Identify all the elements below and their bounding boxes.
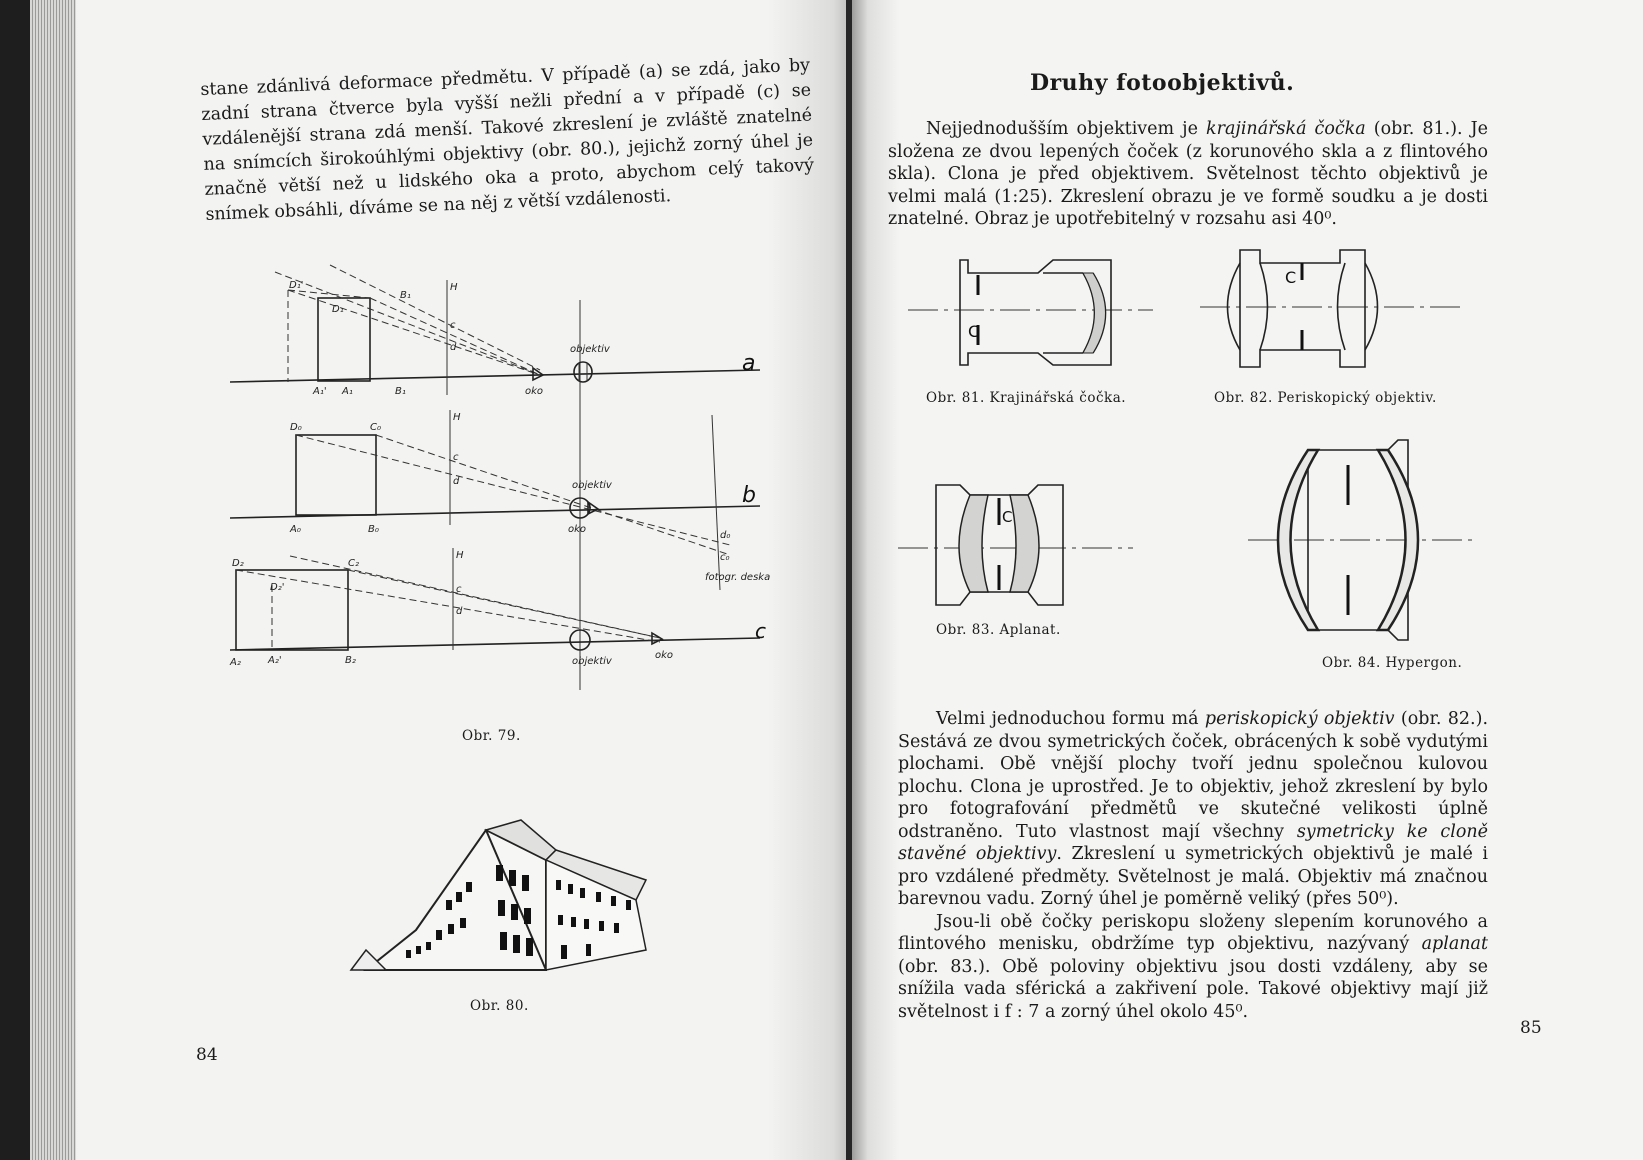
figure-79-caption: Obr. 79. bbox=[462, 728, 521, 744]
figure-81-landscape-lens bbox=[908, 255, 1158, 375]
label-d-b: d bbox=[453, 476, 460, 487]
label-D2p: D₂' bbox=[270, 582, 285, 593]
paragraph-2 bbox=[898, 708, 1488, 1023]
p3-text-b: (obr. 83.). Obě poloviny objektivu jsou dosti vzdáleny, aby se snížila vada sférická a zakřivení pole. Takové objektivy mají již světelnost i f : 7 a zorný úhel okolo 45⁰. bbox=[898, 956, 1488, 1022]
p2-text-c: . Zkreslení u symetrických objektivů je malé i pro vzdálené předměty. Světelnost je malá. Objektiv má značnou barevnou vadu. Zorný úhel je poměrně veliký (přes 50⁰). bbox=[898, 844, 1488, 909]
p3-term-aplanat: aplanat bbox=[1421, 934, 1488, 954]
label-d-c: d bbox=[456, 606, 463, 617]
label-C-82: C bbox=[1285, 268, 1297, 287]
figure-84-caption: Obr. 84. Hypergon. bbox=[1322, 655, 1463, 671]
figure-82-periscopic-lens bbox=[1200, 245, 1460, 370]
label-D0: D₀ bbox=[290, 422, 302, 433]
p2-text-b: (obr. 82.). Sestává ze dvou symetrických čoček, obrácených k sobě vydutými plochami. Obě vnější plochy tvoří jednu společnou kulovou plochu. Clona je uprostřed. Je to objektiv, jehož zkreslení by bylo pro fotografování předmětů ve skutečné velikosti úplně odstraněno. Tuto vlastnost mají všechny bbox=[898, 709, 1489, 842]
label-c0: c₀ bbox=[720, 552, 730, 563]
figure-83-aplanat-lens bbox=[898, 480, 1138, 610]
label-H-b: H bbox=[453, 412, 461, 423]
label-B1b: B₁ bbox=[395, 386, 406, 397]
left-paragraph bbox=[200, 54, 816, 228]
right-page-number: 85 bbox=[1520, 1018, 1542, 1038]
figure-80-caption: Obr. 80. bbox=[470, 998, 529, 1014]
label-objektiv-a: objektiv bbox=[570, 344, 610, 355]
paragraph-1 bbox=[888, 118, 1488, 231]
figure-84-hypergon-lens bbox=[1248, 440, 1488, 645]
figure-83-caption: Obr. 83. Aplanat. bbox=[936, 622, 1061, 638]
left-page bbox=[30, 0, 850, 1160]
right-page bbox=[852, 0, 1643, 1160]
label-objektiv-b: objektiv bbox=[572, 480, 612, 491]
p1-text-b: (obr. 81.). Je složena ze dvou lepených čoček (z korunového skla a z flintového skla). Clona je před objektivem. Světelnost těchto objektivů je velmi malá (1:25). Zkreslení obrazu je ve formě soudku a je dosti znatelné. Obraz je upotřebitelný v rozsahu asi 40⁰. bbox=[888, 119, 1488, 229]
label-case-b: b bbox=[742, 483, 756, 508]
label-objektiv-c: objektiv bbox=[572, 656, 612, 667]
p2-text-a: Velmi jednoduchou formu má bbox=[936, 709, 1205, 729]
page-edges bbox=[30, 0, 76, 1160]
label-B0: B₀ bbox=[368, 524, 379, 535]
label-c-b: c bbox=[453, 452, 459, 463]
label-A2: A₂ bbox=[230, 657, 241, 668]
figure-80-wide-angle-buildings bbox=[346, 820, 686, 1000]
figure-82-caption: Obr. 82. Periskopický objektiv. bbox=[1214, 390, 1437, 406]
label-A1: A₁ bbox=[342, 386, 353, 397]
label-fotogr-deska: fotogr. deska bbox=[705, 572, 771, 583]
figure-81-caption: Obr. 81. Krajinářská čočka. bbox=[926, 390, 1127, 406]
label-H-c: H bbox=[456, 550, 464, 561]
figure-79-perspective-diagram bbox=[200, 270, 820, 720]
label-C-81: C bbox=[968, 322, 980, 341]
label-D2: D₂ bbox=[232, 558, 244, 569]
label-A1p: A₁' bbox=[313, 386, 327, 397]
label-case-a: a bbox=[742, 351, 756, 376]
left-page-number: 84 bbox=[196, 1045, 218, 1065]
p1-text-a: Nejjednodušším objektivem je bbox=[926, 119, 1206, 139]
label-oko-c: oko bbox=[655, 650, 674, 661]
p1-term-krajinarska-cocka: krajinářská čočka bbox=[1206, 119, 1366, 139]
label-d0: d₀ bbox=[720, 530, 731, 541]
label-D1: D₁ bbox=[332, 304, 344, 315]
label-A0: A₀ bbox=[290, 524, 301, 535]
label-D1p: D₁' bbox=[289, 280, 304, 291]
label-B1: B₁ bbox=[400, 290, 411, 301]
p2-term-periskopicky: periskopický objektiv bbox=[1204, 709, 1395, 729]
page-title: Druhy fotoobjektivů. bbox=[1030, 70, 1295, 96]
label-C-83: C bbox=[1002, 508, 1013, 526]
label-H-a: H bbox=[450, 282, 458, 293]
label-A2p: A₂' bbox=[268, 655, 282, 666]
label-C0: C₀ bbox=[370, 422, 381, 433]
label-c-a: c bbox=[450, 320, 456, 331]
p3-text-a: Jsou-li obě čočky periskopu složeny slepením korunového a flintového menisku, obdržíme typ objektivu, nazývaný bbox=[898, 911, 1488, 954]
label-oko-a: oko bbox=[525, 386, 544, 397]
label-d-a: d bbox=[450, 342, 457, 353]
p2-term-symetricky: symetricky ke cloně stavěné objektivy bbox=[898, 821, 1488, 864]
label-oko-b: oko bbox=[568, 524, 587, 535]
label-C2: C₂ bbox=[348, 558, 359, 569]
label-B2: B₂ bbox=[345, 655, 356, 666]
label-c-c: c bbox=[456, 584, 462, 595]
left-paragraph-text: stane zdánlivá deformace předmětu. V případě (a) se zdá, jako by zadní strana čtverce byla vyšší nežli přední a v případě (c) se vzdálenější strana zdá menší. Takové zkreslení je zvláště znatelné na snímcích širokoúhlými objektivy (obr. 80.), jejichž zorný úhel je značně větší než u lidského oka a proto, abychom celý takový snímek obsáhli, díváme se na něj z větší vzdálenosti. bbox=[200, 55, 815, 225]
label-case-c: c bbox=[755, 619, 766, 643]
